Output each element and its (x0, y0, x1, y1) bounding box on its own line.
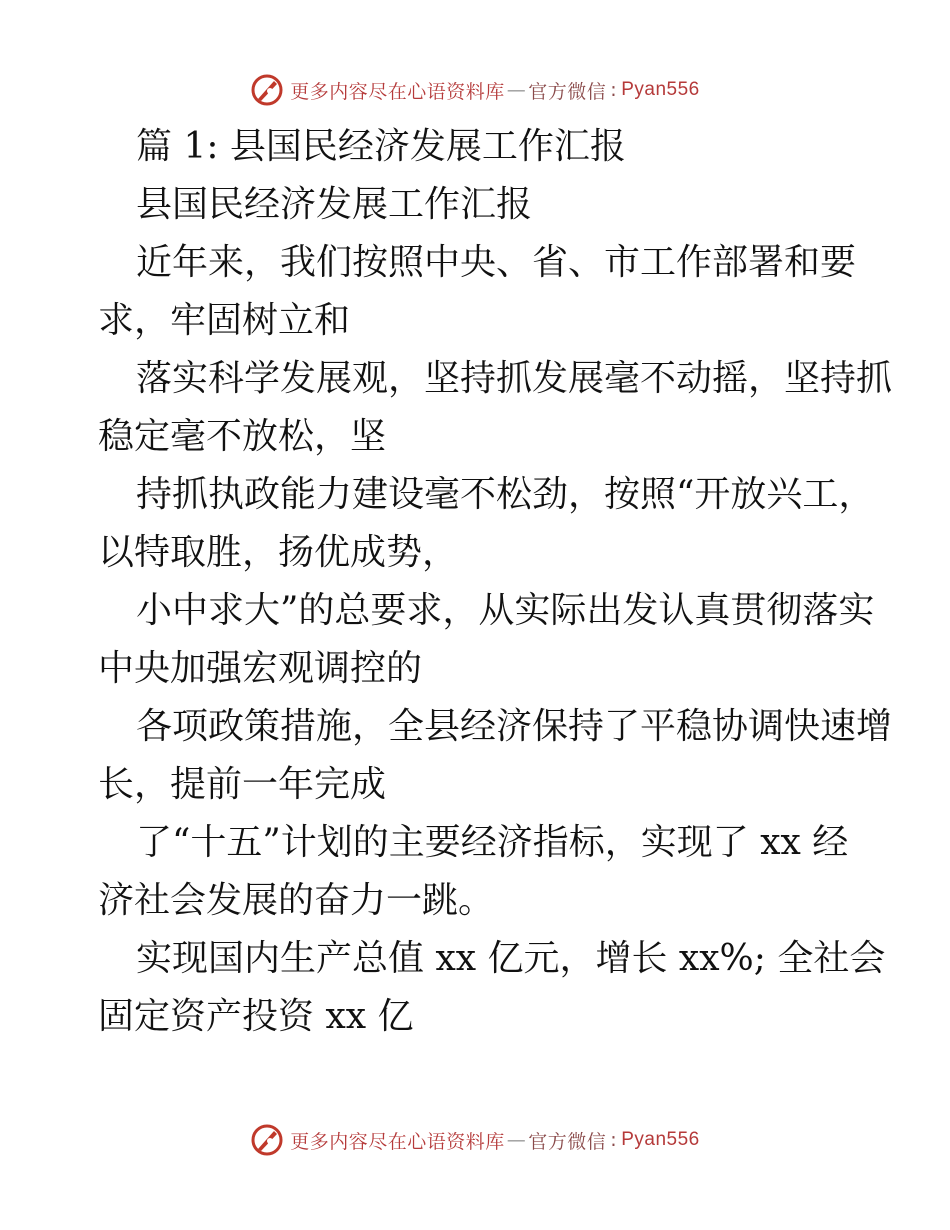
quill-logo-icon (250, 73, 284, 107)
paragraph-line: 实现国内生产总值 xx 亿元，增长 xx%; 全社会 (136, 938, 886, 979)
document-body (98, 118, 893, 1046)
wechat-id: Pyan556 (621, 1129, 700, 1150)
promo-text: 更多内容尽在心语资料库 (290, 1130, 505, 1153)
paragraph-line: 近年来，我们按照中央、省、市工作部署和要 (136, 242, 857, 283)
document-title: 县国民经济发展工作汇报 (136, 184, 533, 225)
banner-separator: : (610, 79, 618, 101)
paragraph-line: 以特取胜，扬优成势， (98, 532, 459, 573)
paragraph-line: 求，牢固树立和 (98, 300, 351, 341)
banner-dash: — (506, 1129, 527, 1151)
banner-separator: : (610, 1129, 618, 1151)
paragraph-line: 落实科学发展观，坚持抓发展毫不动摇，坚持抓 (136, 358, 893, 399)
paragraph-line: 各项政策措施，全县经济保持了平稳协调快速增 (136, 706, 893, 747)
paragraph-line: 小中求大”的总要求，从实际出发认真贯彻落实 (136, 590, 875, 631)
wechat-label: 官方微信 (528, 1130, 607, 1153)
paragraph-line: 固定资产投资 xx 亿 (98, 996, 414, 1037)
promo-text: 更多内容尽在心语资料库 (290, 80, 505, 103)
wechat-id: Pyan556 (621, 79, 700, 100)
header-banner (0, 70, 950, 110)
paragraph-line: 稳定毫不放松，坚 (98, 416, 387, 457)
paragraph-line: 中央加强宏观调控的 (98, 648, 423, 689)
wechat-label: 官方微信 (528, 80, 607, 103)
footer-banner (0, 1120, 950, 1160)
banner-dash: — (506, 79, 527, 101)
paragraph-line: 持抓执政能力建设毫不松劲，按照“开放兴工， (136, 474, 875, 515)
paragraph-line: 了“十五”计划的主要经济指标，实现了 xx 经 (136, 822, 849, 863)
section-heading: 篇 1: 县国民经济发展工作汇报 (136, 126, 626, 167)
quill-logo-icon (250, 1123, 284, 1157)
paragraph-line: 济社会发展的奋力一跳。 (98, 880, 495, 921)
paragraph-line: 长，提前一年完成 (98, 764, 387, 805)
